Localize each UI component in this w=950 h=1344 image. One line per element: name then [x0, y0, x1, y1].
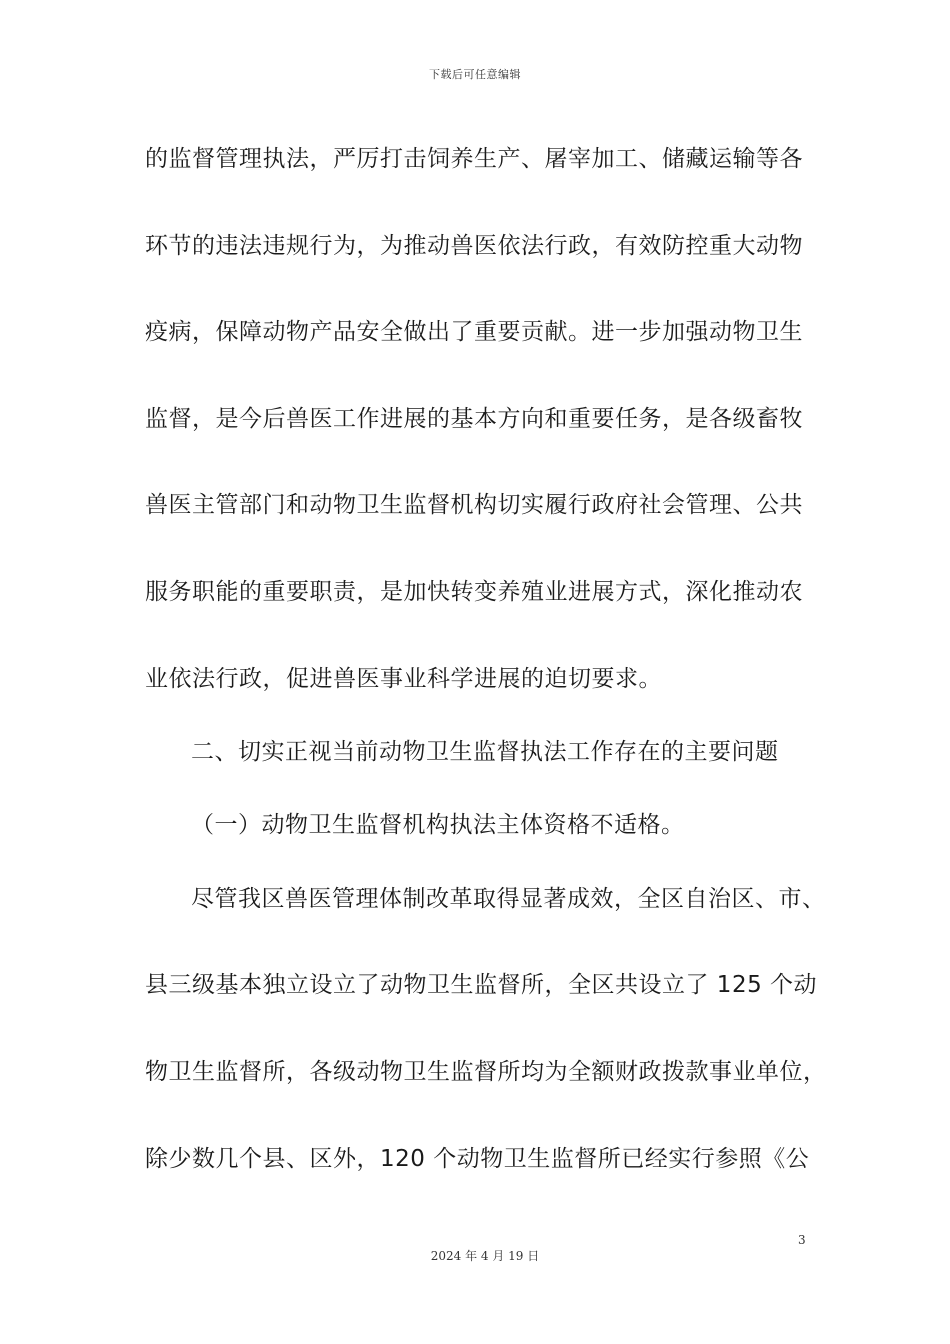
text-line: 服务职能的重要职责，是加快转变养殖业进展方式，深化推动农 [145, 579, 803, 605]
section-heading: 二、切实正视当前动物卫生监督执法工作存在的主要问题 [191, 739, 779, 765]
text-line: 兽医主管部门和动物卫生监督机构切实履行政府社会管理、公共 [145, 492, 803, 518]
text-line: 监督，是今后兽医工作进展的基本方向和重要任务，是各级畜牧 [145, 406, 803, 432]
text-line: 环节的违法违规行为，为推动兽医依法行政，有效防控重大动物 [145, 233, 803, 259]
text-line: 县三级基本独立设立了动物卫生监督所，全区共设立了 125 个动 [145, 972, 818, 998]
page-number: 3 [798, 1233, 806, 1247]
subsection-heading: （一）动物卫生监督机构执法主体资格不适格。 [191, 812, 685, 838]
text-line: 物卫生监督所，各级动物卫生监督所均为全额财政拨款事业单位， [145, 1059, 827, 1085]
text-line: 除少数几个县、区外，120 个动物卫生监督所已经实行参照《公 [145, 1146, 810, 1172]
page-header: 下载后可任意编辑 [429, 68, 521, 81]
text-line: 尽管我区兽医管理体制改革取得显著成效，全区自治区、市、 [191, 886, 826, 912]
text-line: 的监督管理执法，严厉打击饲养生产、屠宰加工、储藏运输等各 [145, 146, 803, 172]
text-line: 疫病，保障动物产品安全做出了重要贡献。进一步加强动物卫生 [145, 319, 803, 345]
text-line: 业依法行政，促进兽医事业科学进展的迫切要求。 [145, 666, 662, 692]
page-footer-date: 2024 年 4 月 19 日 [430, 1249, 540, 1263]
